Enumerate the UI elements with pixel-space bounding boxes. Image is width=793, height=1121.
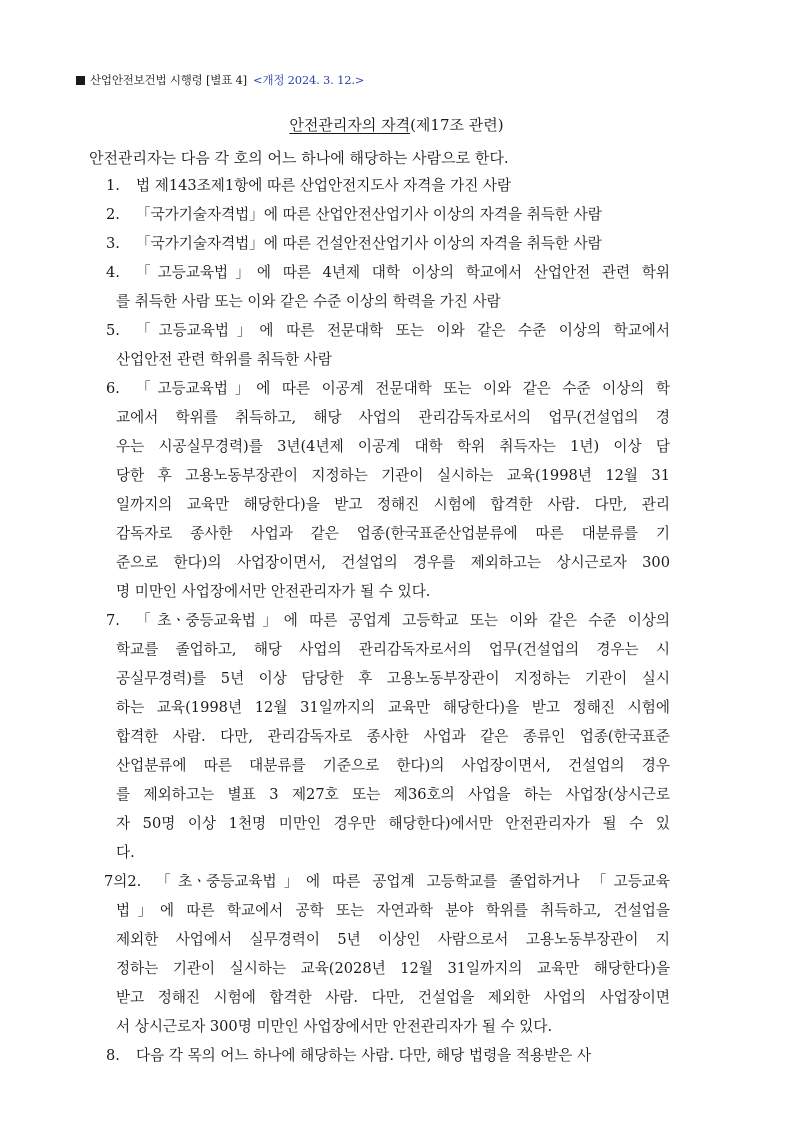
item-text-line: 일까지의 교육만 해당한다)을 받고 정해진 시험에 합격한 사람. 다만, 관리: [116, 496, 670, 513]
item-number: 6.: [106, 380, 120, 397]
item-number: 7의2.: [104, 873, 142, 890]
item-text-line: 다음 각 목의 어느 하나에 해당하는 사람. 다만, 해당 법령을 적용받은 사: [136, 1047, 592, 1064]
title-main: 안전관리자의 자격: [289, 116, 411, 134]
item-text-line: 받고 정해진 시험에 합격한 사람. 다만, 건설업을 제외한 사업의 사업장이면: [116, 989, 670, 1006]
item-text-line: 정하는 기관이 실시하는 교육(2028년 12월 31일까지의 교육만 해당한다)을: [116, 960, 670, 977]
page-title: [0, 114, 793, 135]
revision-date: <개정 2024. 3. 12.>: [252, 73, 365, 87]
item-text-line: 우는 시공실무경력)를 3년(4년제 이공계 대학 학위 취득자는 1년) 이상 담: [116, 438, 670, 455]
square-bullet-icon: [76, 76, 85, 85]
item-text-line: 법 제143조제1항에 따른 산업안전지도사 자격을 가진 사람: [136, 177, 512, 194]
item-text-line: 서 상시근로자 300명 미만인 사업장에서만 안전관리자가 될 수 있다.: [116, 1018, 553, 1035]
item-number: 3.: [106, 235, 120, 252]
item-text-line: 학교를 졸업하고, 해당 사업의 관리감독자로서의 업무(건설업의 경우는 시: [116, 641, 670, 658]
item-text-line: 자 50명 이상 1천명 미만인 경우만 해당한다)에서만 안전관리자가 될 수 있: [116, 815, 670, 832]
item-text-line: 다.: [116, 844, 135, 861]
item-text-line: 감독자로 종사한 사업과 같은 업종(한국표준산업분류에 따른 대분류를 기: [116, 525, 670, 542]
item-text-line: 「초ㆍ중등교육법」에 따른 공업계 고등학교 또는 이와 같은 수준 이상의: [136, 612, 670, 629]
item-number: 4.: [106, 264, 120, 281]
item-text-line: 교에서 학위를 취득하고, 해당 사업의 관리감독자로서의 업무(건설업의 경: [116, 409, 670, 426]
item-number: 5.: [106, 322, 120, 339]
item-number: 7.: [106, 612, 120, 629]
item-text-line: 「초ㆍ중등교육법」에 따른 공업계 고등학교를 졸업하거나 「고등교육: [156, 873, 670, 890]
item-text-line: 명 미만인 사업장에서만 안전관리자가 될 수 있다.: [116, 583, 431, 600]
item-number: 1.: [106, 177, 120, 194]
document-header: [76, 72, 364, 88]
item-text-line: 산업분류에 따른 대분류를 기준으로 한다)의 사업장이면서, 건설업의 경우: [116, 757, 670, 774]
item-number: 8.: [106, 1047, 120, 1064]
item-number: 2.: [106, 206, 120, 223]
item-text-line: 「고등교육법」에 따른 전문대학 또는 이와 같은 수준 이상의 학교에서: [136, 322, 670, 339]
item-text-line: 를 제외하고는 별표 3 제27호 또는 제36호의 사업을 하는 사업장(상시근로: [116, 786, 670, 803]
item-text-line: 「고등교육법」에 따른 이공계 전문대학 또는 이와 같은 수준 이상의 학: [136, 380, 670, 397]
item-text-line: 공실무경력)를 5년 이상 담당한 후 고용노동부장관이 지정하는 기관이 실시: [116, 670, 670, 687]
title-reference: (제17조 관련): [410, 116, 504, 134]
item-text-line: 「고등교육법」에 따른 4년제 대학 이상의 학교에서 산업안전 관련 학위: [136, 264, 670, 281]
item-text-line: 당한 후 고용노동부장관이 지정하는 기관이 실시하는 교육(1998년 12월 31: [116, 467, 670, 484]
item-text-line: 를 취득한 사람 또는 이와 같은 수준 이상의 학력을 가진 사람: [116, 293, 501, 310]
item-text-line: 하는 교육(1998년 12월 31일까지의 교육만 해당한다)을 받고 정해진 시험에: [116, 699, 670, 716]
law-name: 산업안전보건법 시행령 [별표 4]: [90, 73, 247, 87]
item-text-line: 「국가기술자격법」에 따른 산업안전산업기사 이상의 자격을 취득한 사람: [136, 206, 602, 223]
item-text-line: 제외한 사업에서 실무경력이 5년 이상인 사람으로서 고용노동부장관이 지: [116, 931, 670, 948]
item-text-line: 법」에 따른 학교에서 공학 또는 자연과학 분야 학위를 취득하고, 건설업을: [116, 902, 670, 919]
item-text-line: 준으로 한다)의 사업장이면서, 건설업의 경우를 제외하고는 상시근로자 300: [116, 554, 670, 571]
intro-paragraph: 안전관리자는 다음 각 호의 어느 하나에 해당하는 사람으로 한다.: [89, 149, 509, 167]
item-text-line: 「국가기술자격법」에 따른 건설안전산업기사 이상의 자격을 취득한 사람: [136, 235, 602, 252]
item-text-line: 산업안전 관련 학위를 취득한 사람: [116, 351, 332, 368]
item-text-line: 합격한 사람. 다만, 관리감독자로 종사한 사업과 같은 종류인 업종(한국표준: [116, 728, 670, 745]
